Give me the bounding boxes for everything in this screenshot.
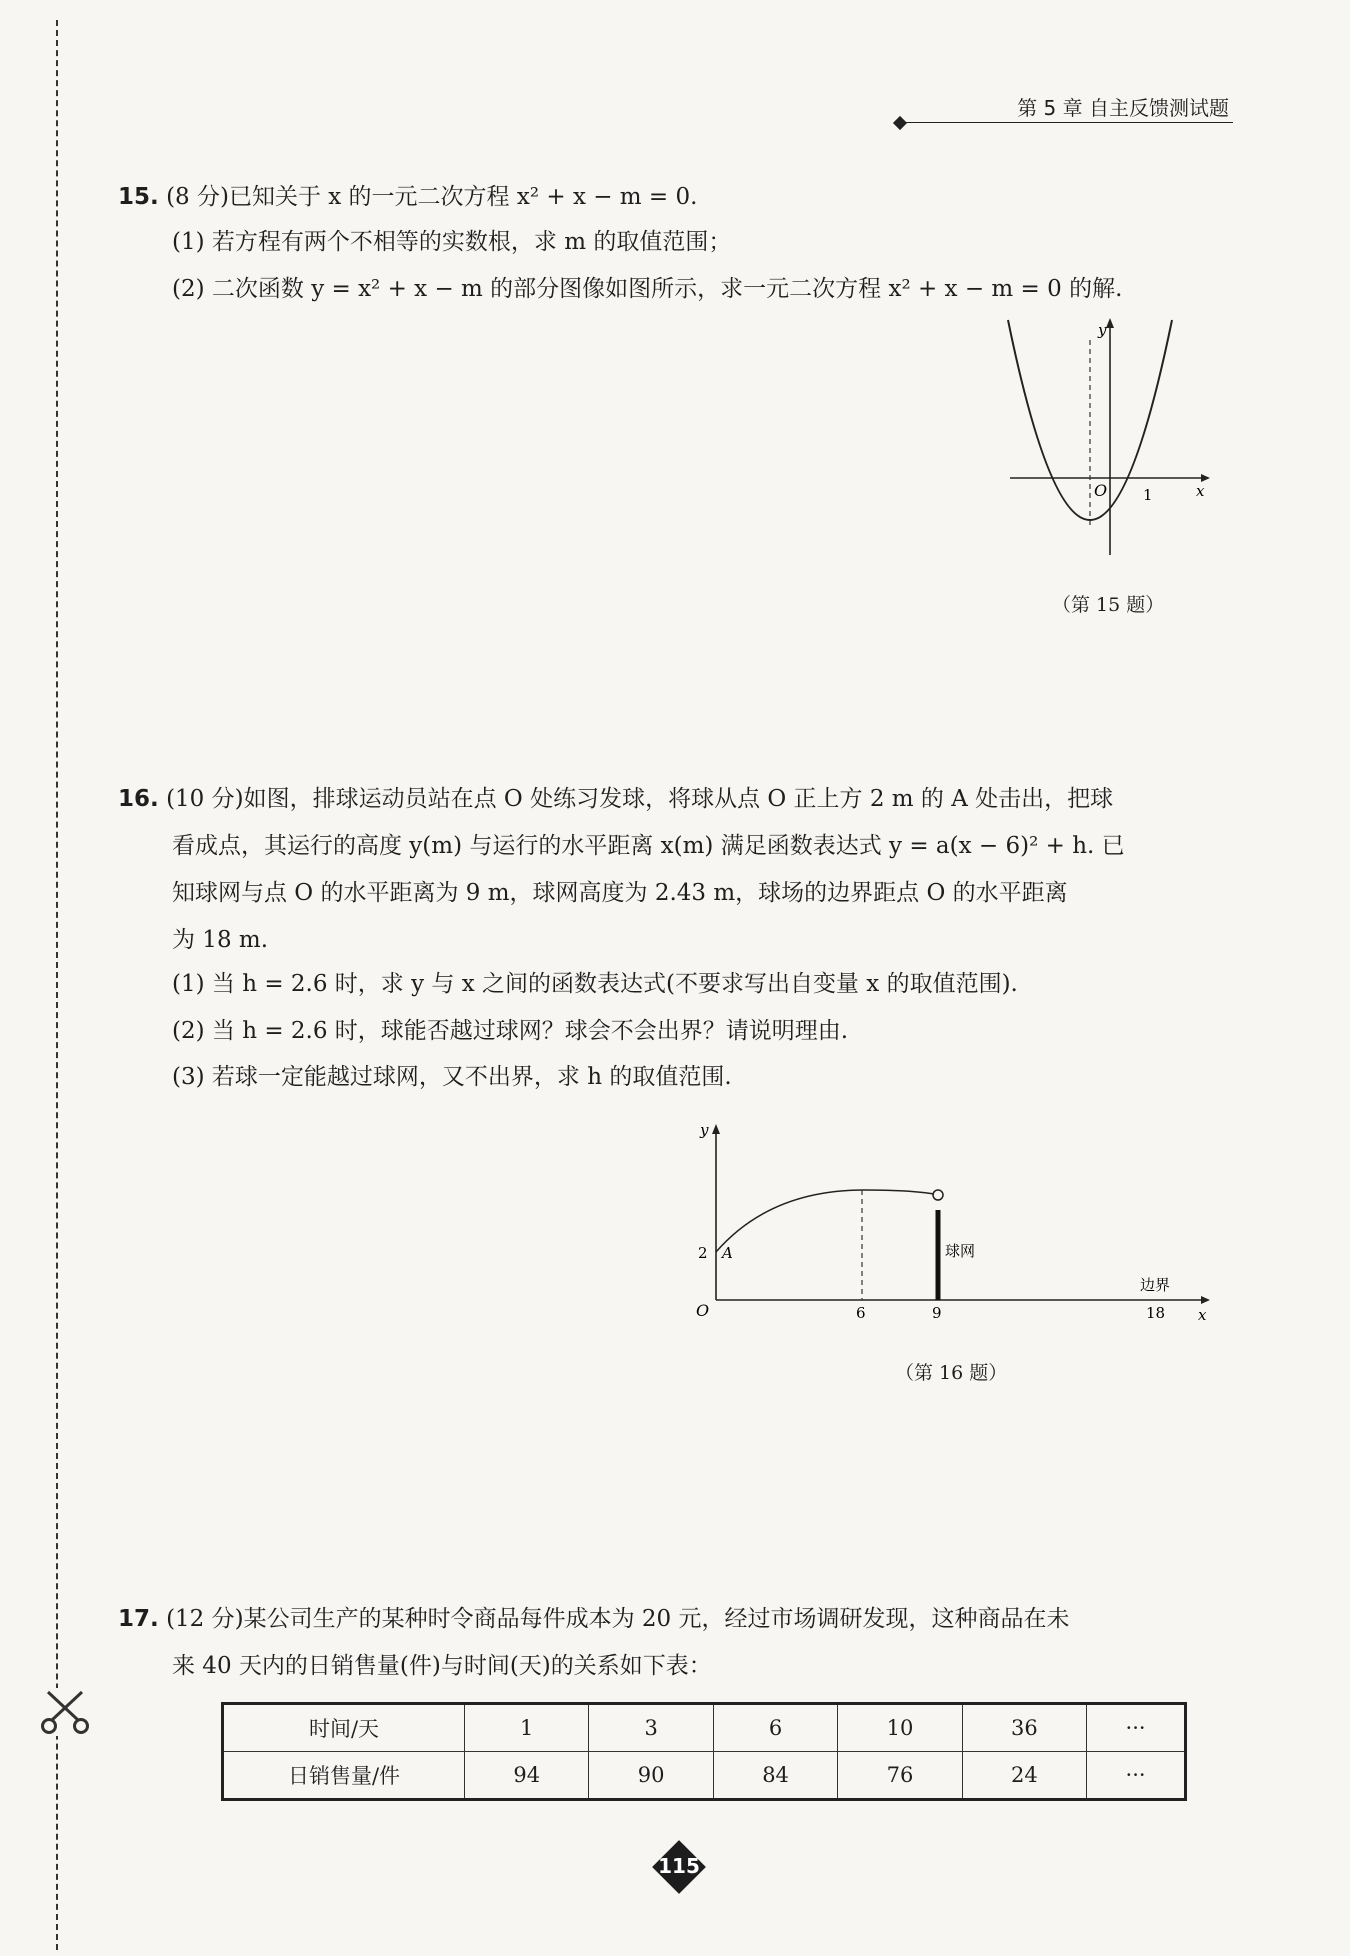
q16-y-arrow bbox=[712, 1124, 720, 1134]
page-number: 115 bbox=[658, 1854, 700, 1878]
q16-x-arrow bbox=[1201, 1296, 1210, 1304]
scissors-icon bbox=[38, 1688, 92, 1736]
q15-origin-label: O bbox=[1094, 481, 1108, 500]
q16-label-18: 18 bbox=[1146, 1304, 1166, 1322]
q15-caption: （第 15 题） bbox=[1052, 594, 1165, 616]
q15-y-label: y bbox=[1098, 321, 1107, 339]
q17-line-1 bbox=[118, 1600, 1069, 1633]
chapter-header bbox=[895, 92, 1233, 122]
table-cell: 76 bbox=[838, 1752, 962, 1800]
q15-x-arrow bbox=[1201, 474, 1210, 482]
q16-line-7: (3) 若球一定能越过球网，又不出界，求 h 的取值范围. bbox=[172, 1064, 732, 1090]
table-cell: 1 bbox=[465, 1704, 589, 1752]
table-cell: ··· bbox=[1087, 1704, 1186, 1752]
q16-text-1: (10 分)如图，排球运动员站在点 O 处练习发球，将球从点 O 正上方 2 m 的 A 处击出，把球 bbox=[166, 786, 1114, 812]
page-number-badge bbox=[652, 1840, 706, 1894]
q16-ball bbox=[933, 1190, 943, 1200]
q17-line-2: 来 40 天内的日销售量(件)与时间(天)的关系如下表： bbox=[172, 1653, 712, 1679]
q15-parabola-figure bbox=[990, 310, 1220, 570]
q16-label-9: 9 bbox=[932, 1304, 942, 1322]
q16-caption: （第 16 题） bbox=[895, 1362, 1008, 1384]
q15-line-2: (1) 若方程有两个不相等的实数根，求 m 的取值范围； bbox=[172, 229, 732, 255]
q16-y-label: y bbox=[700, 1121, 709, 1139]
q16-line-6: (2) 当 h = 2.6 时，球能否越过球网？球会不会出界？请说明理由. bbox=[172, 1018, 849, 1044]
table-cell: 24 bbox=[962, 1752, 1086, 1800]
table-cell: 10 bbox=[838, 1704, 962, 1752]
q16-origin-label: O bbox=[696, 1301, 710, 1320]
table-cell: 90 bbox=[589, 1752, 713, 1800]
table-row bbox=[223, 1752, 1186, 1800]
q16-line-4: 为 18 m. bbox=[172, 927, 269, 953]
q16-net-label: 球网 bbox=[945, 1242, 976, 1260]
q17-sales-table bbox=[221, 1702, 1187, 1801]
q16-volleyball-figure bbox=[690, 1110, 1215, 1340]
q15-number: 15. bbox=[118, 184, 159, 210]
chapter-title: 第 5 章 自主反馈测试题 bbox=[1017, 96, 1229, 120]
q17-text-1: (12 分)某公司生产的某种时令商品每件成本为 20 元，经过市场调研发现，这种商品在未 bbox=[166, 1606, 1070, 1632]
q16-label-2: 2 bbox=[698, 1244, 708, 1262]
header-diamond bbox=[893, 116, 907, 130]
table-cell: 36 bbox=[962, 1704, 1086, 1752]
table-row bbox=[223, 1704, 1186, 1752]
q16-label-6: 6 bbox=[856, 1304, 866, 1322]
q16-boundary-label: 边界 bbox=[1140, 1276, 1171, 1294]
q16-number: 16. bbox=[118, 786, 159, 812]
q15-line-3: (2) 二次函数 y = x² + x − m 的部分图像如图所示，求一元二次方程 x² + x − m = 0 的解. bbox=[172, 276, 1123, 302]
q15-tick-1: 1 bbox=[1143, 486, 1153, 504]
table-cell: 3 bbox=[589, 1704, 713, 1752]
q16-ball-trajectory bbox=[716, 1190, 934, 1252]
q17-number: 17. bbox=[118, 1606, 159, 1632]
table-cell: 6 bbox=[713, 1704, 837, 1752]
table-cell: ··· bbox=[1087, 1752, 1186, 1800]
q16-label-A: A bbox=[722, 1244, 733, 1262]
q16-line-3: 知球网与点 O 的水平距离为 9 m，球网高度为 2.43 m，球场的边界距点 O 的水平距离 bbox=[172, 880, 1068, 906]
q15-y-arrow bbox=[1106, 318, 1114, 328]
table-cell: 84 bbox=[713, 1752, 837, 1800]
q16-line-1 bbox=[118, 780, 1113, 813]
table-cell: 94 bbox=[465, 1752, 589, 1800]
q15-line-1 bbox=[118, 178, 697, 211]
q15-x-label: x bbox=[1196, 482, 1205, 500]
header-rule bbox=[903, 122, 1233, 123]
q16-line-5: (1) 当 h = 2.6 时，求 y 与 x 之间的函数表达式(不要求写出自变量 x 的取值范围). bbox=[172, 971, 1018, 997]
cut-line bbox=[56, 20, 58, 1950]
q16-line-2: 看成点，其运行的高度 y(m) 与运行的水平距离 x(m) 满足函数表达式 y = a(x − 6)² + h. 已 bbox=[172, 833, 1125, 859]
table-cell: 时间/天 bbox=[223, 1704, 465, 1752]
table-cell: 日销售量/件 bbox=[223, 1752, 465, 1800]
q15-text-1: (8 分)已知关于 x 的一元二次方程 x² + x − m = 0. bbox=[166, 184, 698, 210]
q16-x-label: x bbox=[1198, 1306, 1207, 1324]
